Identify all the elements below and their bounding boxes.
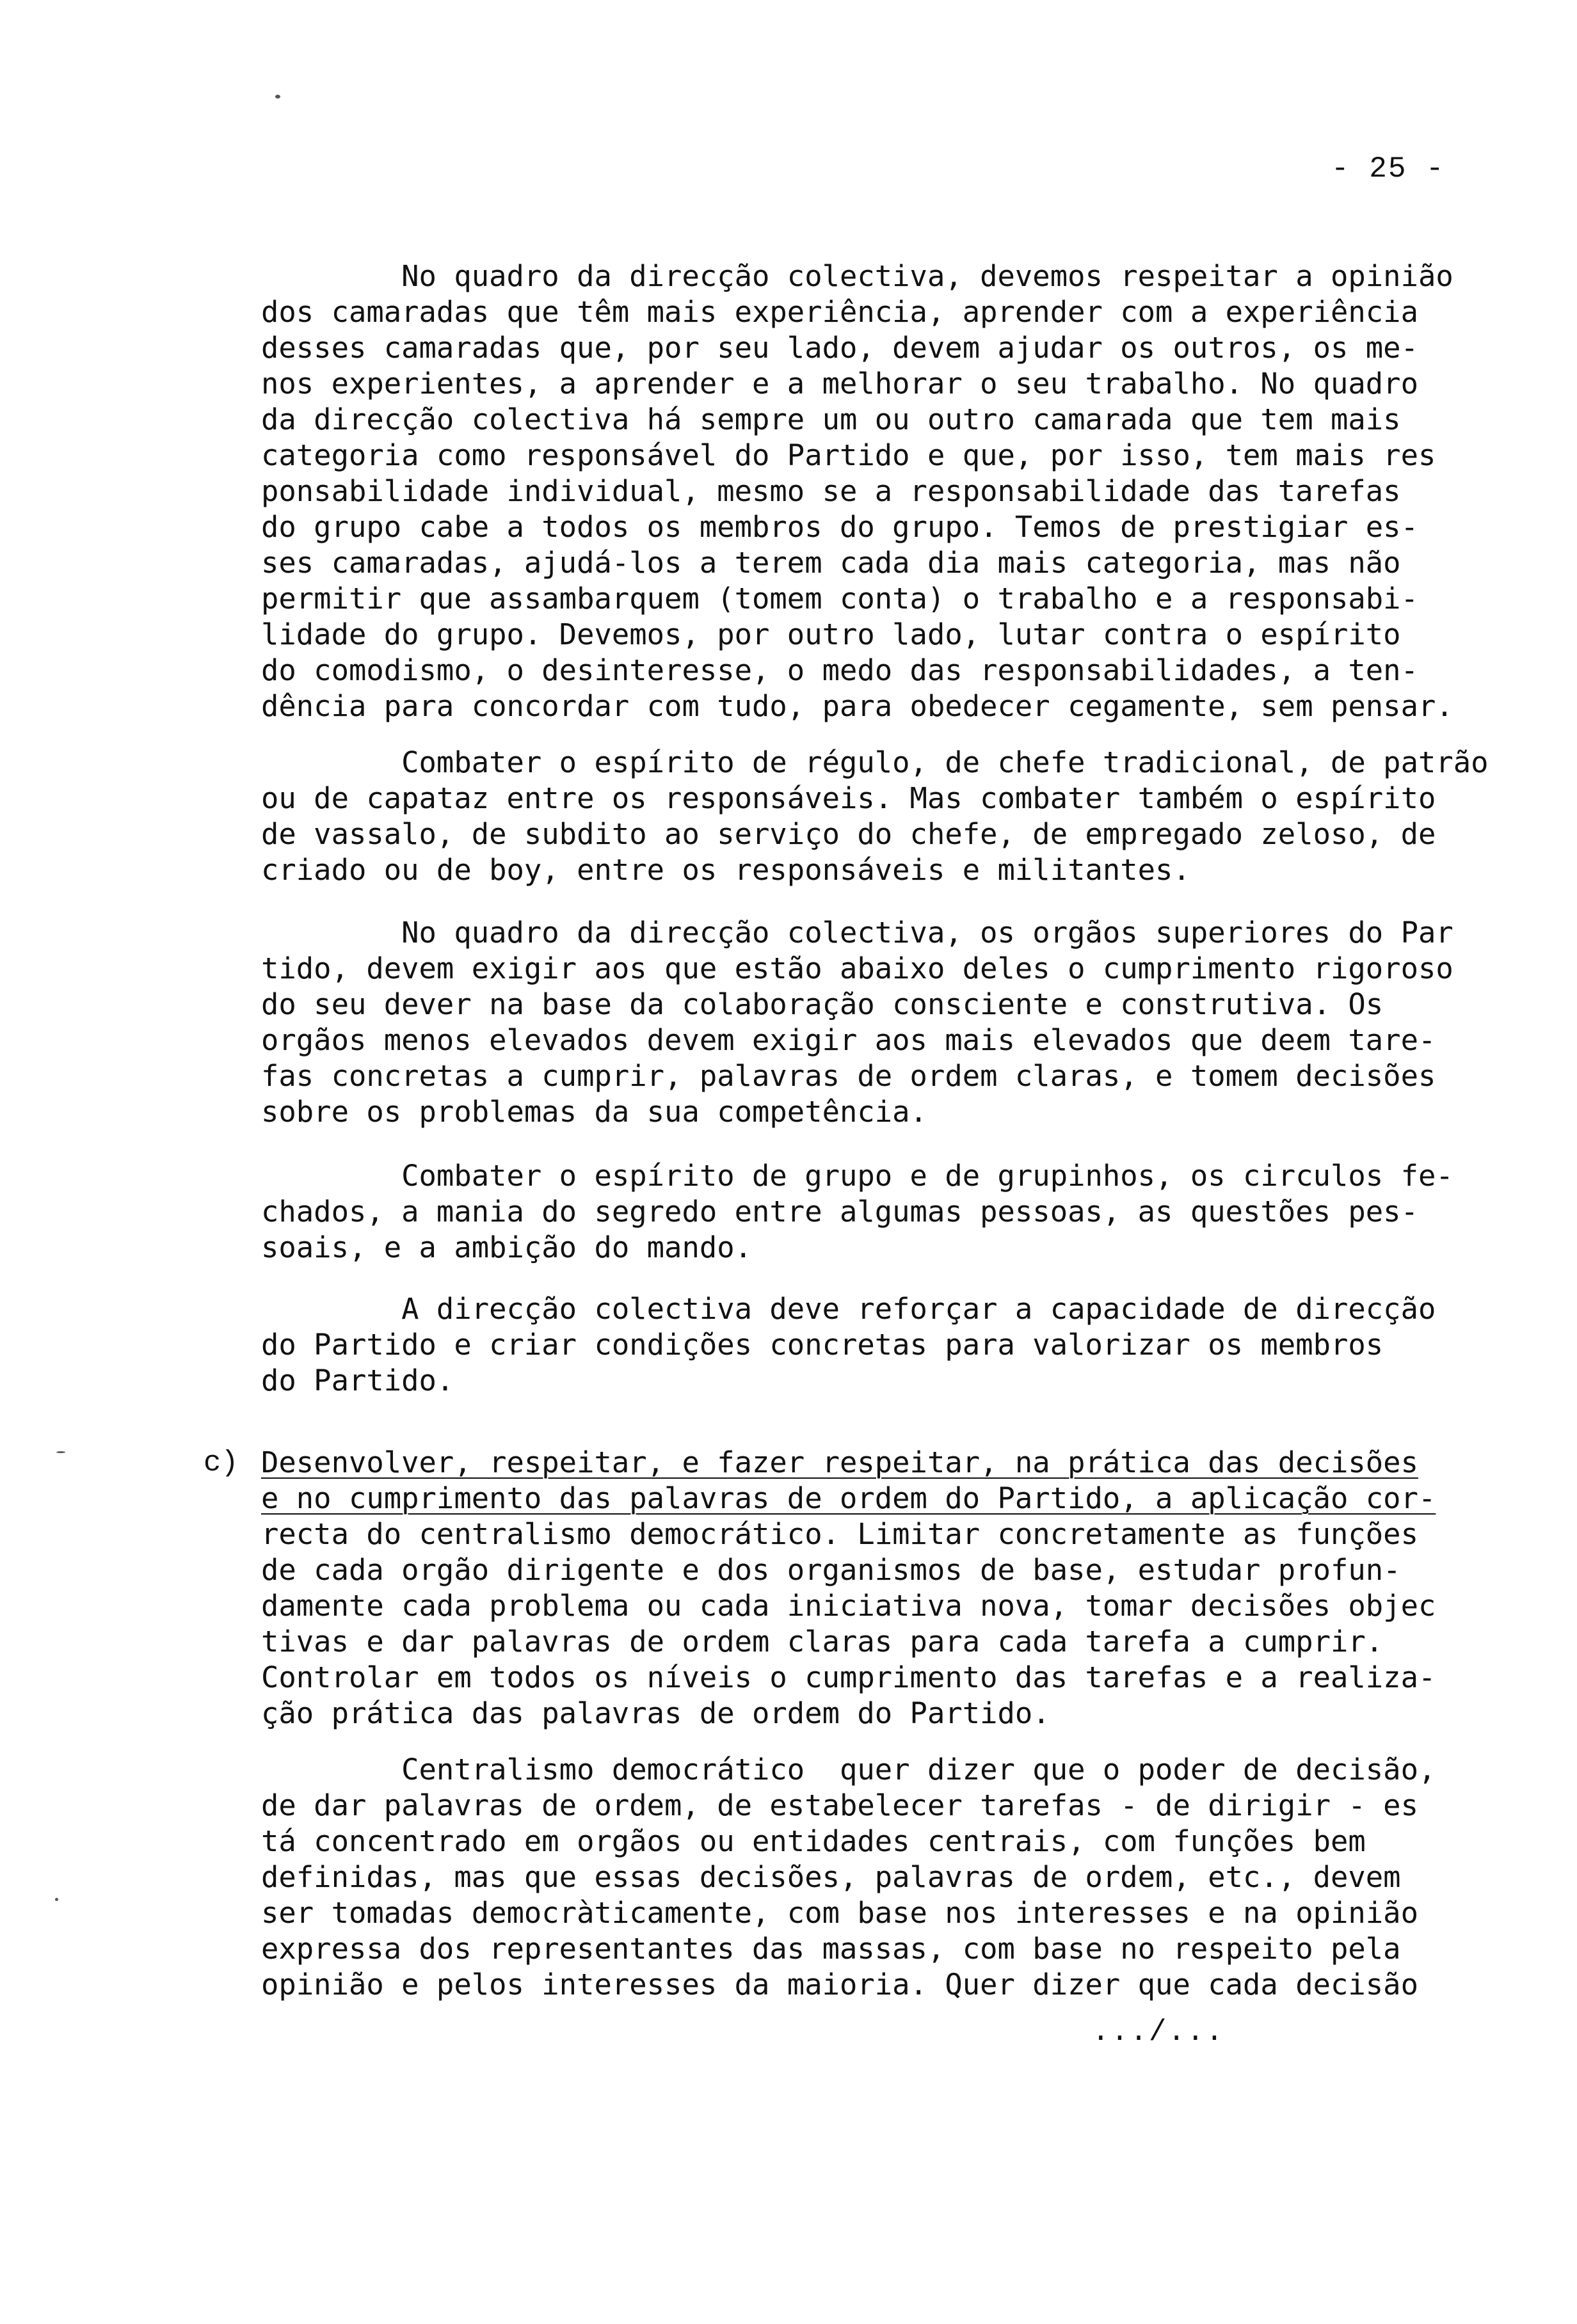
line: definidas, mas que essas decisões, palavras de ordem, etc., devem: [261, 1860, 1401, 1894]
paragraph-combat-regulo: [261, 745, 1531, 888]
page-number: - 25 -: [1331, 152, 1445, 186]
scan-speck: [55, 1898, 58, 1901]
line: chados, a mania do segredo entre algumas pessoas, as questões pes-: [261, 1195, 1418, 1229]
line: de cada orgão dirigente e dos organismos de base, estudar profun-: [261, 1553, 1401, 1587]
line: ção prática das palavras de ordem do Partido.: [261, 1696, 1050, 1730]
line: tá concentrado em orgãos ou entidades centrais, com funções bem: [261, 1824, 1366, 1858]
scan-speck: [56, 1451, 65, 1453]
line: de dar palavras de ordem, de estabelecer tarefas - de dirigir - es: [261, 1788, 1418, 1822]
line: soais, e a ambição do mando.: [261, 1230, 753, 1264]
line: do grupo cabe a todos os membros do grupo. Temos de prestigiar es-: [261, 510, 1418, 544]
line: Combater o espírito de régulo, de chefe tradicional, de patrão: [261, 745, 1489, 779]
paragraph-combat-groups: [261, 1158, 1531, 1266]
line: Combater o espírito de grupo e de grupinhos, os circulos fe-: [261, 1159, 1453, 1193]
line: Desenvolver, respeitar, e fazer respeitar, na prática das decisões: [261, 1445, 1418, 1479]
line: sobre os problemas da sua competência.: [261, 1095, 927, 1129]
continuation-mark: .../...: [1092, 2016, 1225, 2049]
line: do Partido e criar condições concretas para valorizar os membros: [261, 1328, 1384, 1362]
line: opinião e pelos interesses da maioria. Quer dizer que cada decisão: [261, 1968, 1418, 2002]
line: tivas e dar palavras de ordem claras para cada tarefa a cumprir.: [261, 1625, 1384, 1659]
line: Centralismo democrático quer dizer que o poder de decisão,: [261, 1753, 1436, 1787]
paragraph-collective-leadership: [261, 259, 1531, 724]
paragraph-item-c: [261, 1445, 1531, 1731]
line: ponsabilidade individual, mesmo se a responsabilidade das tarefas: [261, 474, 1401, 508]
line: orgãos menos elevados devem exigir aos mais elevados que deem tare-: [261, 1023, 1436, 1057]
line: No quadro da direcção colectiva, os orgãos superiores do Par: [261, 916, 1453, 950]
scan-speck: [275, 95, 280, 99]
line: da direcção colectiva há sempre um ou outro camarada que tem mais: [261, 402, 1401, 436]
line: ses camaradas, ajudá-los a terem cada dia mais categoria, mas não: [261, 546, 1401, 580]
list-marker: c): [204, 1446, 239, 1479]
line: desses camaradas que, por seu lado, devem ajudar os outros, os me-: [261, 331, 1418, 365]
line: de vassalo, de subdito ao serviço do chefe, de empregado zeloso, de: [261, 817, 1436, 851]
line: permitir que assambarquem (tomem conta) o trabalho e a responsabi-: [261, 582, 1418, 616]
line: Controlar em todos os níveis o cumprimento das tarefas e a realiza-: [261, 1660, 1436, 1694]
line: A direcção colectiva deve reforçar a capacidade de direcção: [261, 1292, 1436, 1326]
paragraph-democratic-centralism: [261, 1752, 1531, 2003]
line: dência para concordar com tudo, para obedecer cegamente, sem pensar.: [261, 689, 1453, 723]
line: do comodismo, o desinteresse, o medo das responsabilidades, a ten-: [261, 653, 1418, 687]
line: criado ou de boy, entre os responsáveis e militantes.: [261, 853, 1190, 887]
line: fas concretas a cumprir, palavras de ordem claras, e tomem decisões: [261, 1059, 1436, 1093]
line: recta do centralismo democrático. Limitar concretamente as funções: [261, 1517, 1418, 1551]
line: tido, devem exigir aos que estão abaixo deles o cumprimento rigoroso: [261, 951, 1453, 985]
line: do seu dever na base da colaboração consciente e construtiva. Os: [261, 987, 1384, 1021]
line: ser tomadas democràticamente, com base nos interesses e na opinião: [261, 1896, 1418, 1930]
line: categoria como responsável do Partido e que, por isso, tem mais res: [261, 438, 1436, 472]
line: lidade do grupo. Devemos, por outro lado, lutar contra o espírito: [261, 617, 1401, 651]
line: e no cumprimento das palavras de ordem do Partido, a aplicação cor-: [261, 1481, 1436, 1515]
line: expressa dos representantes das massas, com base no respeito pela: [261, 1932, 1401, 1966]
paragraph-superior-organs: [261, 915, 1531, 1130]
line: damente cada problema ou cada iniciativa nova, tomar decisões objec: [261, 1589, 1436, 1623]
line: No quadro da direcção colectiva, devemos respeitar a opinião: [261, 259, 1453, 293]
line: dos camaradas que têm mais experiência, aprender com a experiência: [261, 295, 1418, 329]
line: do Partido.: [261, 1364, 454, 1397]
line: ou de capataz entre os responsáveis. Mas combater também o espírito: [261, 781, 1436, 815]
paragraph-strengthen-capacity: [261, 1291, 1531, 1399]
line: nos experientes, a aprender e a melhorar o seu trabalho. No quadro: [261, 367, 1418, 401]
